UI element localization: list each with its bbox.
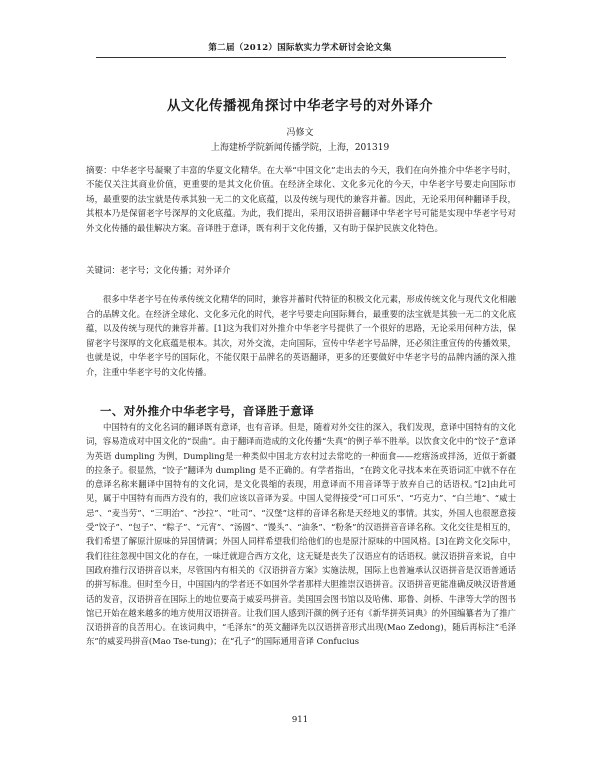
author-affiliation: 上海建桥学院新闻传播学院，上海，201319 <box>210 143 390 153</box>
author-name: 冯修文 <box>286 128 314 138</box>
page-number: 911 <box>291 715 309 725</box>
abstract: 摘要：中华老字号凝聚了丰富的华夏文化精华。在大举“中国文化”走出去的今天，我们在向外推介中华老字号时，不能仅关注其商业价值，更重要的是其文化价值。在经济全球化、文化多元化的今天，中华老字号要走向国际市场，最重要的法宝就是传承其独一无二的文化底蕴，以及传统与现代的兼容并蓄。因此，无论采用何种翻译手段，其根本乃是保留老字号深厚的文化底蕴。为此，我们提出，采用汉语拼音翻译中华老字号可能是实现中华老字号对外文化传播的最佳解决方案。音译胜于意译，既有利于文化传播，又有助于保护民族文化特色。 <box>86 166 516 234</box>
header-rule <box>96 57 506 58</box>
intro-paragraph: 很多中华老字号在传承传统文化精华的同时，兼容并蓄时代特征的积极文化元素，形成传统文化与现代文化相融合的品牌文化。在经济全球化、文化多元化的时代，老字号要走向国际舞台，最重要的法宝就是其独一无二的文化底蕴，以及传统与现代的兼容并蓄。[1]这为我们对外推介中华老字号提供了一个很好的思路，无论采用何种方法，保留老字号深厚的文化底蕴是根本。其次，对外交流，走向国际，宣传中华老字号品牌，还必须注重宣传的传播效果，也就是说，中华老字号的国际化，不能仅限于品牌名的英语翻译，更多的还要做好中华老字号的品牌内涵的深入推介，注重中华老字号的文化传播。 <box>86 294 516 377</box>
section-heading: 一、对外推介中华老字号，音译胜于意译 <box>100 404 315 418</box>
keywords: 关键词：老字号；文化传播；对外译介 <box>86 266 231 276</box>
paper-title: 从文化传播视角探讨中华老字号的对外译介 <box>167 98 433 114</box>
body-paragraph: 中国特有的文化名词的翻译既有意译，也有音译。但是，随着对外交往的深入，我们发现，意译中国特有的文化词，容易造成对中国文化的“误曲”。由于翻译而造成的文化传播“失真”的例子举不胜举。以饮食文化中的“饺子”意译为英语 dumpling 为例，Dumpling是一种类似中国北方农村过去常吃的一种面食——疙瘩汤或拌汤，近似于新疆的拉条子。很显然，“饺子”翻译为 dumpling 是不正确的。有学者指出，“在跨文化寻找本来在英语词汇中就不存在的意译名称来翻译中国特有的文化词，是文化畏缩的表现，用意译而不用音译等于放弃自己的话语权。”[2]由此可见，属于中国特有而西方没有的，我们应该以音译为妥。中国人觉得接受“可口可乐”、“巧克力”、“白兰地”、“威士忌”、“麦当劳”、“三明治”、“沙拉”、“吐司”、“汉堡”这样的音译名称是天经地义的事情。其实，外国人也很愿意接受“饺子”、“包子”、“粽子”、“元宵”、“汤圆”、“馒头”、“油条”、“粉条”的汉语拼音音译名称。文化交往是相互的，我们希望了解原汁原味的异国情调；外国人同样希望我们给他们的也是原汁原味的中国风格。[3]在跨文化交际中，我们往往忽视中国文化的存在，一味迁就迎合西方文化，这无疑是丧失了汉语应有的话语权。就汉语拼音来说，自中国政府推行汉语拼音以来，尽管国内有相关的《汉语拼音方案》实施法规，国际上也普遍承认汉语拼音是汉语普通话的拼写标准。但时至今日，中国国内的学者还不如国外学者那样大胆推崇汉语拼音。汉语拼音更能准确反映汉语普通话的发音，汉语拼音在国际上的地位要高于威妥玛拼音。美国国会图书馆以及哈佛、耶鲁、剑桥、牛津等大学的图书馆已开始在越来越多的地方使用汉语拼音。让我们国人感到汗颜的例子还有《新华拼英词典》的外国编纂者为了推广汉语拼音的良苦用心。在该词典中，“毛泽东”的英文翻译先以汉语拼音形式出现(Mao Zedong)，随后再标注“毛泽东”的威妥玛拼音(Mao Tse-tung)；在“孔子”的国际通用音译 Confucius <box>86 422 516 647</box>
running-header: 第二届（2012）国际软实力学术研讨会论文集 <box>208 43 392 53</box>
